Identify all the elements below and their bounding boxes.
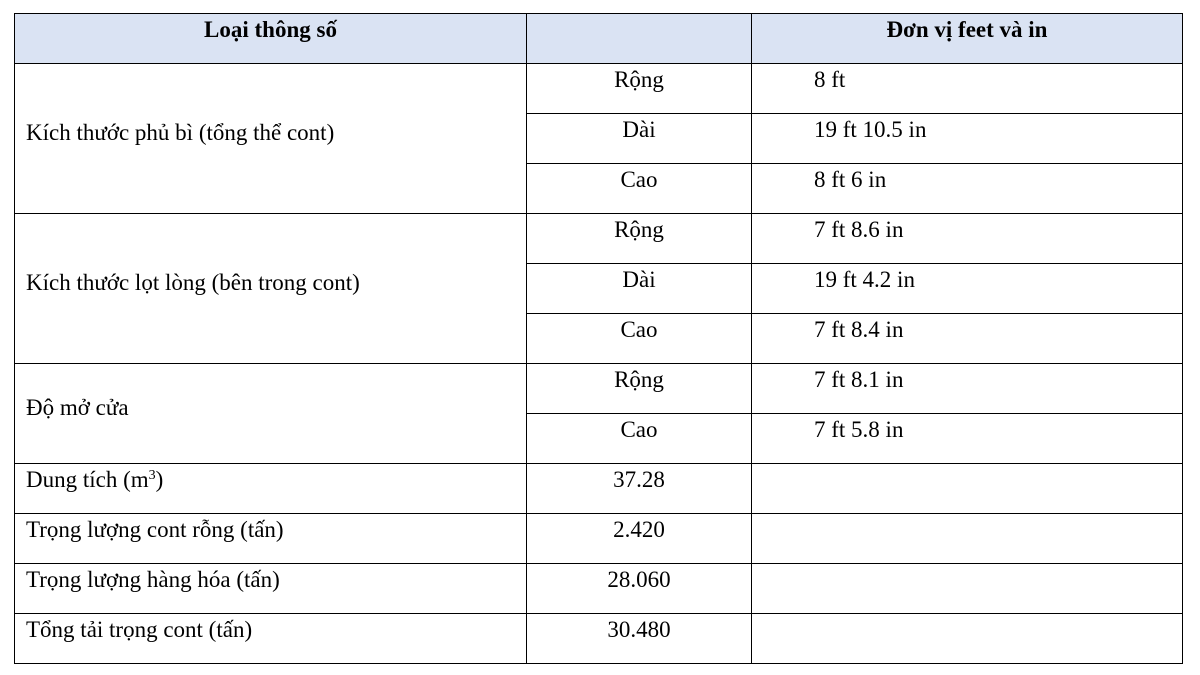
- unit-value: 19 ft 4.2 in: [752, 264, 1183, 314]
- group-label-internal-dimensions: [15, 214, 527, 364]
- param-value: 28.060: [527, 564, 752, 614]
- sub-label-length: Dài: [527, 114, 752, 164]
- sub-label-height: Cao: [527, 414, 752, 464]
- unit-value: 7 ft 8.4 in: [752, 314, 1183, 364]
- header-feet-inch-unit: Đơn vị feet và in: [752, 14, 1183, 64]
- param-label-tare-weight: Trọng lượng cont rỗng (tấn): [15, 514, 527, 564]
- sub-label-width: Rộng: [527, 364, 752, 414]
- group-label-external-dimensions: [15, 64, 527, 214]
- header-blank: [527, 14, 752, 64]
- unit-value-empty: [752, 464, 1183, 514]
- param-value: 37.28: [527, 464, 752, 514]
- param-label-payload: Trọng lượng hàng hóa (tấn): [15, 564, 527, 614]
- table-header: [15, 14, 1183, 64]
- table-row: [15, 514, 1183, 564]
- table-row: [15, 564, 1183, 614]
- unit-value: 7 ft 8.1 in: [752, 364, 1183, 414]
- table-row: [15, 364, 1183, 414]
- sub-label-height: Cao: [527, 314, 752, 364]
- param-value: 30.480: [527, 614, 752, 664]
- param-label-gross-weight: Tổng tải trọng cont (tấn): [15, 614, 527, 664]
- unit-value: 8 ft 6 in: [752, 164, 1183, 214]
- table-body: [15, 64, 1183, 664]
- param-label-text: Dung tích (m: [26, 467, 149, 492]
- table-row: [15, 64, 1183, 114]
- param-label-suffix: ): [155, 467, 164, 492]
- group-label-text: Độ mở cửa: [26, 394, 129, 420]
- param-label-capacity: [15, 464, 527, 514]
- sub-label-width: Rộng: [527, 64, 752, 114]
- sub-label-height: Cao: [527, 164, 752, 214]
- group-label-text: Kích thước lọt lòng (bên trong cont): [26, 269, 360, 295]
- unit-value-empty: [752, 564, 1183, 614]
- table-row: [15, 214, 1183, 264]
- sub-label-width: Rộng: [527, 214, 752, 264]
- group-label-text: Kích thước phủ bì (tổng thể cont): [26, 119, 335, 145]
- container-spec-table: [14, 13, 1183, 664]
- sub-label-length: Dài: [527, 264, 752, 314]
- header-row: [15, 14, 1183, 64]
- header-parameter-type: Loại thông số: [15, 14, 527, 64]
- unit-value: 8 ft: [752, 64, 1183, 114]
- superscript-3: 3: [148, 468, 156, 483]
- unit-value-empty: [752, 614, 1183, 664]
- unit-value: 7 ft 8.6 in: [752, 214, 1183, 264]
- table-row: [15, 614, 1183, 664]
- param-value: 2.420: [527, 514, 752, 564]
- table-row: [15, 464, 1183, 514]
- group-label-door-opening: [15, 364, 527, 464]
- unit-value: 19 ft 10.5 in: [752, 114, 1183, 164]
- unit-value: 7 ft 5.8 in: [752, 414, 1183, 464]
- unit-value-empty: [752, 514, 1183, 564]
